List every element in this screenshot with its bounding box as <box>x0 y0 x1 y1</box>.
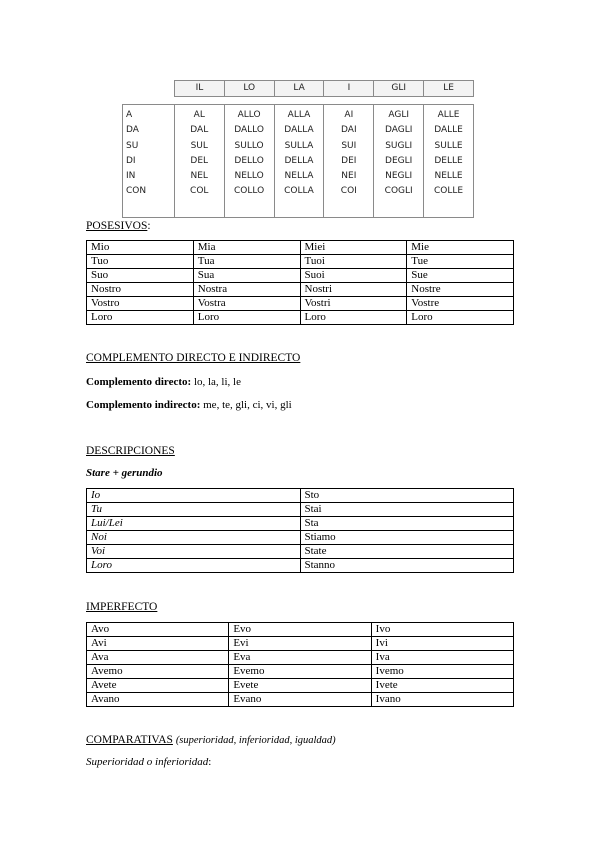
posesivos-heading <box>86 220 151 232</box>
contraction-cell: NELLO <box>234 171 264 182</box>
table-cell: Ava <box>87 651 229 665</box>
contraction-cell: NEGLI <box>385 171 413 182</box>
contraction-cell: DALLO <box>234 125 264 136</box>
contraction-cell: DELLO <box>234 155 264 166</box>
contraction-cell: SULLA <box>284 140 314 151</box>
contraction-cell: ALLA <box>287 110 311 120</box>
preposition-cell: IN <box>126 171 136 182</box>
comparativas-subtitle: Superioridad o inferioridad <box>86 756 209 768</box>
table-cell: Nostri <box>300 283 407 297</box>
table-cell: Nostre <box>407 283 514 297</box>
contraction-cell: DAL <box>190 125 209 136</box>
article-cell: LE <box>443 83 454 93</box>
table-row <box>87 679 514 693</box>
table-cell: Stai <box>300 503 514 517</box>
table-cell: Sua <box>193 269 300 283</box>
contraction-cell: ALLO <box>237 110 261 120</box>
table-row <box>87 693 514 707</box>
table-row <box>87 297 514 311</box>
contraction-cell: SUI <box>341 140 357 151</box>
table-cell: Evete <box>229 679 371 693</box>
preposition-cell: A <box>126 110 133 120</box>
contraction-cell: ALLE <box>437 110 460 120</box>
table-cell: Avete <box>87 679 229 693</box>
contraction-cell: NEL <box>190 171 208 182</box>
contraction-cell: AI <box>344 110 354 120</box>
descripciones-title: DESCRIPCIONES <box>86 445 175 457</box>
table-cell: Tu <box>87 503 301 517</box>
table-cell: Mia <box>193 241 300 255</box>
contraction-cell: COI <box>340 186 357 197</box>
contraction-cell: DAGLI <box>384 125 413 136</box>
prepositions-body <box>122 104 474 218</box>
contraction-column <box>374 105 424 217</box>
table-cell: Ivi <box>371 637 513 651</box>
table-row <box>87 545 514 559</box>
contraction-column <box>275 105 325 217</box>
comparativas-colon: : <box>208 756 212 768</box>
article-cell: LA <box>275 81 325 96</box>
table-cell: State <box>300 545 514 559</box>
table-cell: Noi <box>87 531 301 545</box>
contraction-cell: DAI <box>341 125 357 136</box>
comparativas-subtitle-line <box>86 756 211 768</box>
contraction-cell: SUGLI <box>385 140 413 151</box>
article-cell: I <box>324 81 374 96</box>
table-cell: Nostra <box>193 283 300 297</box>
contraction-cell: SULLO <box>234 140 264 151</box>
table-cell: Ivo <box>371 623 513 637</box>
contraction-column <box>324 105 374 217</box>
complemento-indirecto-value: me, te, gli, ci, vi, gli <box>200 399 292 411</box>
contraction-cell: DELLE <box>434 155 463 166</box>
table-cell: Evano <box>229 693 371 707</box>
table-cell: Tue <box>407 255 514 269</box>
table-cell: Loro <box>193 311 300 325</box>
contraction-cell: DEI <box>341 155 357 166</box>
table-cell: Sue <box>407 269 514 283</box>
imperfecto-title: IMPERFECTO <box>86 601 158 613</box>
comparativas-heading <box>86 734 336 746</box>
table-cell: Nostro <box>87 283 194 297</box>
table-row <box>87 651 514 665</box>
comparativas-note: (superioridad, inferioridad, igualdad) <box>175 735 336 746</box>
article-cell: IL <box>175 81 225 96</box>
table-cell: Ivemo <box>371 665 513 679</box>
contraction-column <box>175 105 225 217</box>
table-cell: Stiamo <box>300 531 514 545</box>
table-cell: Loro <box>87 311 194 325</box>
complemento-indirecto-line <box>86 399 292 411</box>
contraction-cell: COLLE <box>433 186 464 197</box>
table-row <box>87 531 514 545</box>
posesivos-title: POSESIVOS <box>86 220 148 232</box>
complemento-indirecto-label: Complemento indirecto: <box>86 399 201 411</box>
complemento-title: COMPLEMENTO DIRECTO E INDIRECTO <box>86 352 301 364</box>
contraction-cell: COL <box>190 186 209 197</box>
descripciones-heading <box>86 445 175 457</box>
article-cell: LO <box>225 81 275 96</box>
descripciones-table <box>86 488 514 573</box>
contraction-cell: DEGLI <box>385 155 413 166</box>
contraction-cell: SUL <box>190 140 208 151</box>
table-cell: Eva <box>229 651 371 665</box>
preposition-column <box>123 105 175 217</box>
table-cell: Evo <box>229 623 371 637</box>
table-cell: Evi <box>229 637 371 651</box>
table-cell: Miei <box>300 241 407 255</box>
table-cell: Mio <box>87 241 194 255</box>
descripciones-subtitle: Stare + gerundio <box>86 467 163 479</box>
table-cell: Avi <box>87 637 229 651</box>
table-row <box>87 241 514 255</box>
posesivos-colon: : <box>147 220 151 232</box>
table-row <box>87 517 514 531</box>
table-cell: Stanno <box>300 559 514 573</box>
table-cell: Avano <box>87 693 229 707</box>
table-cell: Sto <box>300 489 514 503</box>
contraction-cell: SULLE <box>434 140 463 151</box>
table-cell: Evemo <box>229 665 371 679</box>
comparativas-title: COMPARATIVAS <box>86 734 173 746</box>
table-cell: Vostre <box>407 297 514 311</box>
article-cell: GLI <box>374 81 424 96</box>
contraction-cell: COLLO <box>234 186 265 197</box>
table-row <box>87 269 514 283</box>
table-cell: Vostro <box>87 297 194 311</box>
table-cell: Iva <box>371 651 513 665</box>
contraction-cell: NELLE <box>434 171 463 182</box>
contraction-cell: NEI <box>341 171 357 182</box>
table-row <box>87 503 514 517</box>
table-cell: Suoi <box>300 269 407 283</box>
table-cell: Vostra <box>193 297 300 311</box>
table-cell: Lui/Lei <box>87 517 301 531</box>
table-cell: Mie <box>407 241 514 255</box>
complemento-directo-value: lo, la, li, le <box>191 376 241 388</box>
preposition-cell: DI <box>126 155 136 166</box>
table-row <box>87 623 514 637</box>
preposition-cell: CON <box>126 186 147 197</box>
preposition-cell: DA <box>126 125 139 136</box>
table-cell: Loro <box>407 311 514 325</box>
contraction-cell: COLLA <box>284 186 314 197</box>
articles-header <box>174 80 474 97</box>
table-cell: Loro <box>87 559 301 573</box>
imperfecto-table <box>86 622 514 707</box>
table-row <box>87 559 514 573</box>
table-cell: Ivano <box>371 693 513 707</box>
table-cell: Io <box>87 489 301 503</box>
table-cell: Tuoi <box>300 255 407 269</box>
table-cell: Sta <box>300 517 514 531</box>
table-cell: Avo <box>87 623 229 637</box>
table-cell: Loro <box>300 311 407 325</box>
imperfecto-heading <box>86 601 157 613</box>
complemento-directo-label: Complemento directo: <box>86 376 192 388</box>
table-row <box>87 311 514 325</box>
contraction-column <box>424 105 473 217</box>
contraction-cell: COGLI <box>384 186 413 197</box>
table-cell: Avemo <box>87 665 229 679</box>
table-row <box>87 489 514 503</box>
table-cell: Tuo <box>87 255 194 269</box>
contraction-cell: DEL <box>190 155 209 166</box>
table-row <box>87 637 514 651</box>
complemento-directo-line <box>86 376 241 388</box>
contraction-cell: AGLI <box>388 110 409 120</box>
table-row <box>87 283 514 297</box>
table-cell: Ivete <box>371 679 513 693</box>
table-cell: Vostri <box>300 297 407 311</box>
table-cell: Suo <box>87 269 194 283</box>
preposition-cell: SU <box>126 140 139 151</box>
contraction-cell: AL <box>193 110 205 120</box>
table-cell: Tua <box>193 255 300 269</box>
contraction-cell: DELLA <box>284 155 314 166</box>
table-row <box>87 255 514 269</box>
table-cell: Voi <box>87 545 301 559</box>
posesivos-table <box>86 240 514 325</box>
complemento-heading <box>86 352 300 364</box>
contraction-cell: NELLA <box>284 171 314 182</box>
table-row <box>87 665 514 679</box>
contraction-column <box>225 105 275 217</box>
contraction-cell: DALLA <box>284 125 314 136</box>
contraction-cell: DALLE <box>434 125 463 136</box>
